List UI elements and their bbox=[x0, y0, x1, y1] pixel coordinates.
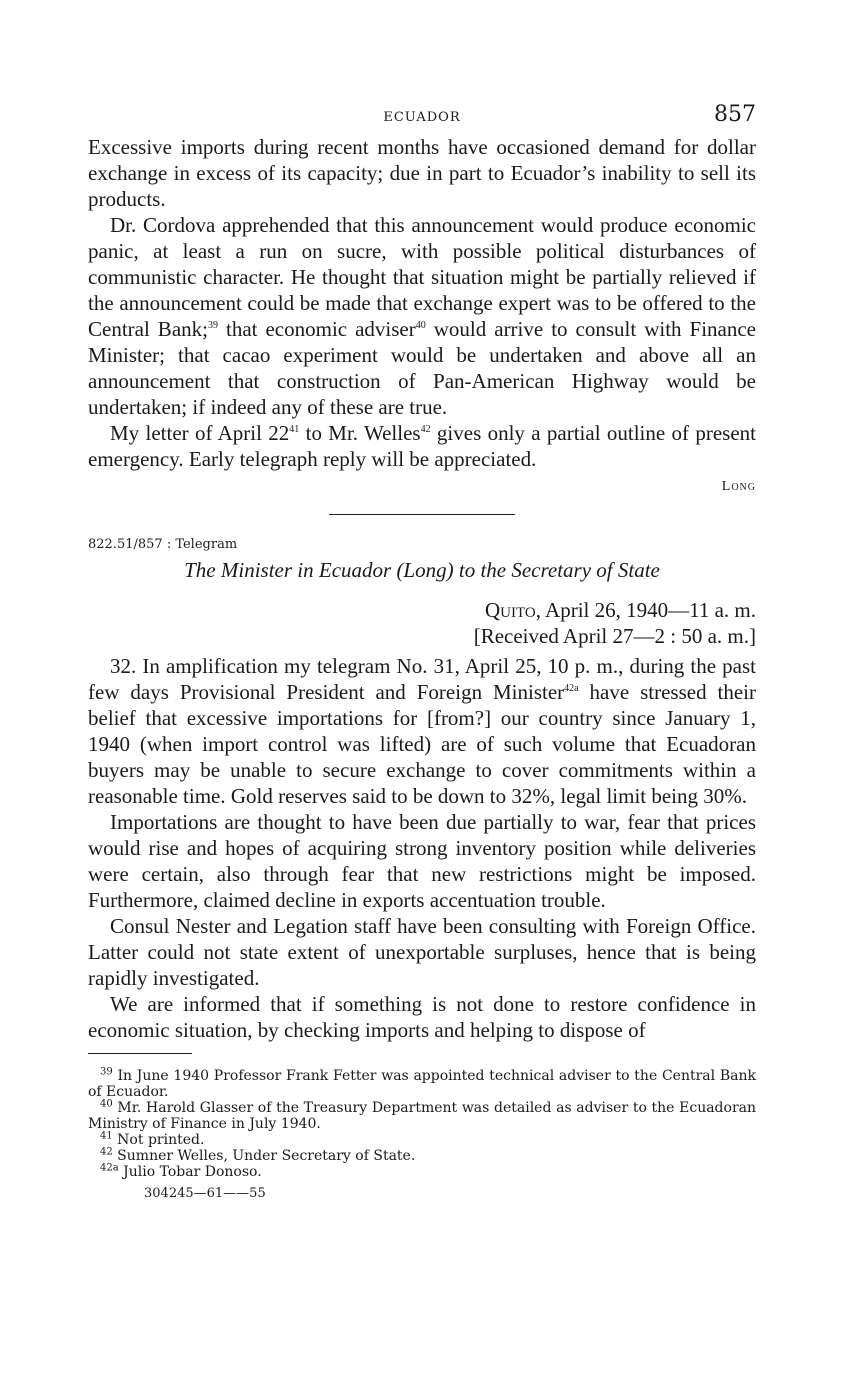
footnote bbox=[88, 1100, 756, 1132]
footnote-text: In June 1940 Professor Frank Fetter was appointed technical adviser to the Central Bank of Ecuador. bbox=[88, 1068, 756, 1100]
telegram-paragraph bbox=[88, 991, 756, 1043]
paragraph-cordova bbox=[88, 212, 756, 420]
file-reference: 822.51/857 : Telegram bbox=[88, 537, 238, 552]
footnote bbox=[88, 1164, 756, 1180]
dateline-date: , April 26, 1940—11 a. m. bbox=[535, 598, 756, 622]
paragraph-letter bbox=[88, 420, 756, 472]
paragraph-text: that economic adviser bbox=[217, 317, 416, 341]
paragraph-text: 32. In amplification my telegram No. 31, April 25, 10 p. m., during the past few days Provisional President and Foreign Minister bbox=[88, 654, 756, 704]
telegram-paragraph bbox=[88, 809, 756, 913]
document-title: The Minister in Ecuador (Long) to the Secretary of State bbox=[184, 558, 660, 582]
paragraph-continuation bbox=[88, 134, 756, 212]
footnote-ref: 39 bbox=[207, 320, 218, 331]
footnotes bbox=[88, 1068, 756, 1180]
print-code: 304245—61——55 bbox=[144, 1186, 266, 1201]
footnote-ref: 42a bbox=[564, 683, 579, 694]
telegram-paragraph bbox=[88, 653, 756, 809]
footnote-mark: 42a bbox=[100, 1162, 119, 1174]
paragraph-text: Importations are thought to have been due partially to war, fear that prices would rise and hopes of acquiring strong inventory position while deliveries were certain, also through fear that new restrictions might be imposed. Furthermore, claimed decline in exports accentuation trouble. bbox=[88, 810, 756, 912]
paragraph-text: would arrive to consult with Finance Minister; that cacao experiment would be undertaken and above all an announcement that construction of Pan-American Highway would be undertaken; if indeed any of these are true. bbox=[88, 317, 757, 419]
paragraph-text: have stressed their belief that excessive importations for [from?] our country since January 1, 1940 (when import control was lifted) are of such volume that Ecuadoran buyers may be unable to secure exchange to cover commitments within a reasonable time. Gold reserves said to be down to 32%, legal limit being 30%. bbox=[88, 680, 756, 808]
paragraph-text: Dr. Cordova apprehended that this announcement would produce economic panic, at least a run on sucre, with possible political disturbances of communistic character. He thought that situation might be partially relieved if the announcement could be made that exchange expert was to be offered to the Central Bank; bbox=[88, 213, 756, 341]
footnote-ref: 42 bbox=[420, 424, 431, 435]
telegram-body bbox=[88, 653, 756, 1043]
paragraph-text: Consul Nester and Legation staff have been consulting with Foreign Office. Latter could not state extent of unexportable surpluses, hence that is being rapidly investigated. bbox=[88, 914, 756, 990]
dateline bbox=[88, 597, 756, 649]
footnote-text: Not printed. bbox=[112, 1132, 205, 1148]
telegram-paragraph bbox=[88, 913, 756, 991]
footnote bbox=[88, 1132, 756, 1148]
page-number: 857 bbox=[714, 102, 756, 127]
section-divider bbox=[329, 514, 515, 515]
paragraph-text: My letter of April 22 bbox=[110, 421, 290, 445]
dateline-sent bbox=[88, 597, 756, 623]
footnote bbox=[88, 1068, 756, 1100]
footnote-ref: 41 bbox=[289, 424, 300, 435]
dateline-place: Quito bbox=[484, 598, 536, 622]
paragraph-text: to Mr. Welles bbox=[299, 421, 421, 445]
footnote-mark: 42 bbox=[100, 1146, 113, 1158]
body-text bbox=[88, 134, 756, 500]
footnote bbox=[88, 1148, 756, 1164]
paragraph-text: We are informed that if something is not done to restore confidence in economic situation, by checking imports and helping to dispose of bbox=[88, 992, 756, 1042]
footnote-mark: 39 bbox=[100, 1066, 113, 1078]
footnote-text: Mr. Harold Glasser of the Treasury Department was detailed as adviser to the Ecuadoran Ministry of Finance in July 1940. bbox=[88, 1100, 756, 1132]
footnote-text: Julio Tobar Donoso. bbox=[118, 1164, 262, 1180]
footnote-mark: 41 bbox=[100, 1130, 113, 1142]
footnote-mark: 40 bbox=[100, 1098, 113, 1110]
footnote-text: Sumner Welles, Under Secretary of State. bbox=[112, 1148, 416, 1164]
footnote-divider bbox=[88, 1053, 192, 1054]
paragraph-text: Excessive imports during recent months have occasioned demand for dollar exchange in excess of its capacity; due in part to Ecuador’s inability to sell its products. bbox=[88, 135, 756, 211]
dateline-received: [Received April 27—2 : 50 a. m.] bbox=[473, 624, 756, 648]
running-title: ECUADOR bbox=[383, 110, 461, 125]
page-header bbox=[88, 100, 756, 134]
paragraph-text: gives only a partial outline of present emergency. Early telegraph reply will be appreciated. bbox=[88, 421, 756, 471]
signature: Long bbox=[721, 479, 756, 494]
footnote-ref: 40 bbox=[415, 320, 426, 331]
document-page bbox=[88, 100, 756, 1201]
